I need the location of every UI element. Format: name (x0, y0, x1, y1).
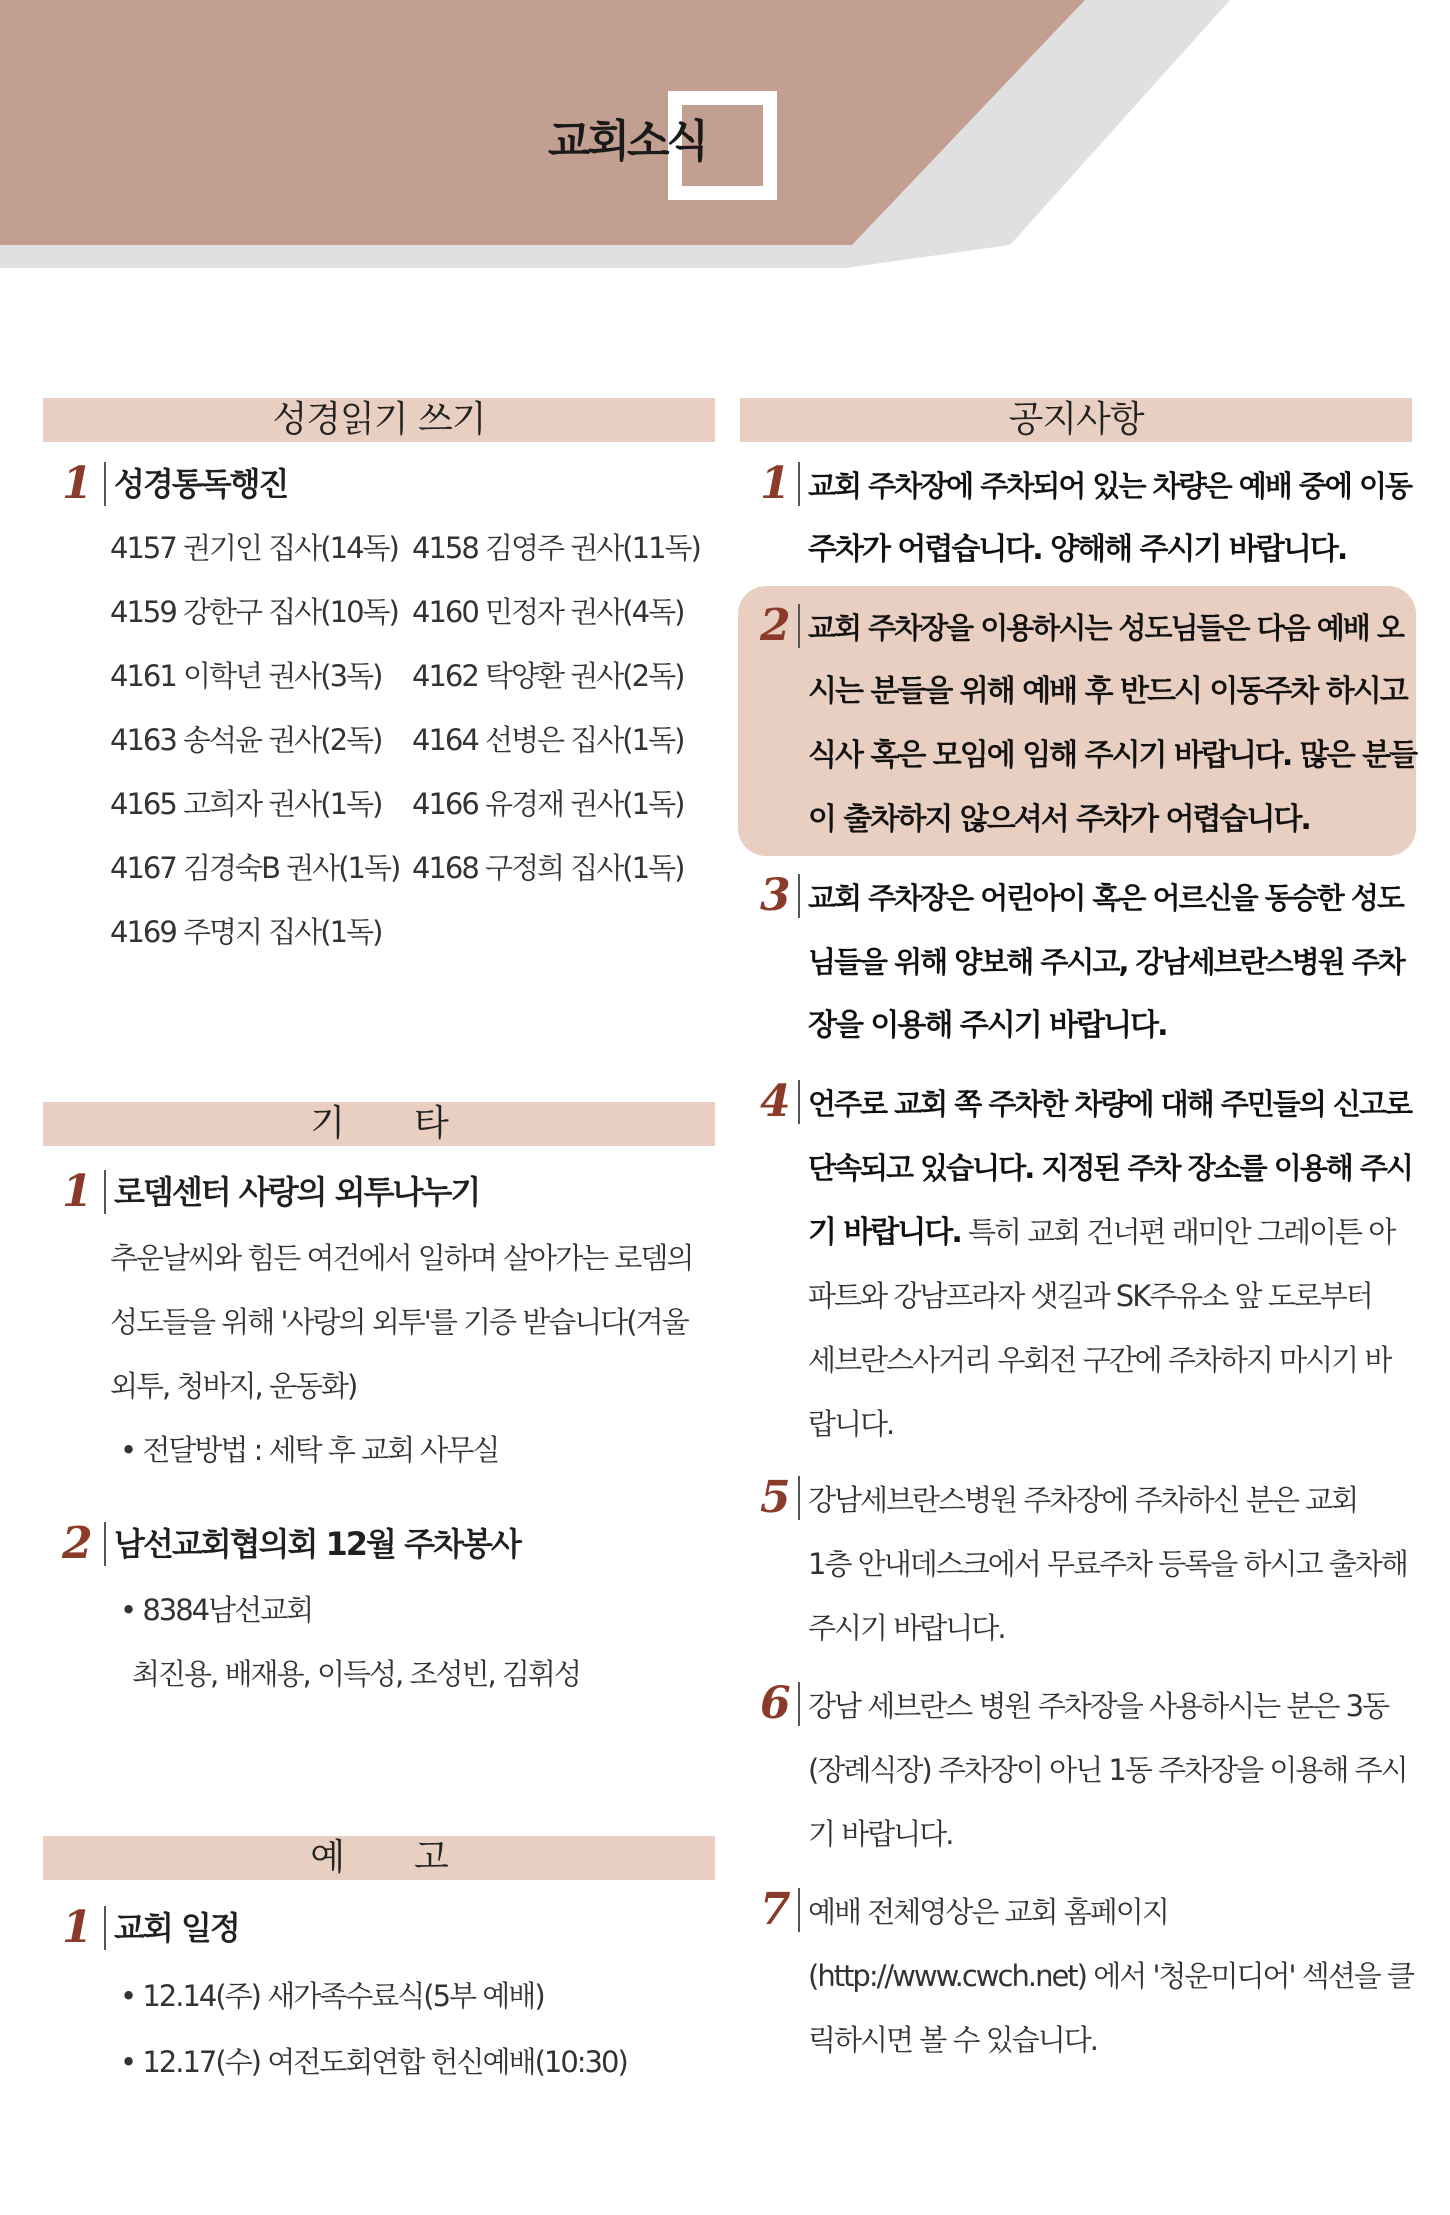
divider (798, 1888, 800, 1932)
notice-text: 교회 주차장을 이용하시는 성도님들은 다음 예배 오 (808, 611, 1403, 645)
notice-text: 장을 이용해 주시기 바랍니다. (808, 1008, 1167, 1043)
list-item: 4160 민정자 권사(4독) (412, 595, 684, 629)
notice-number: 5 (760, 1472, 791, 1523)
notice-number: 4 (760, 1076, 791, 1127)
notice-text: (장례식장) 주차장이 아닌 1동 주차장을 이용해 주시 (808, 1753, 1407, 1787)
notice-text: 1층 안내데스크에서 무료주차 등록을 하시고 출차해 (808, 1547, 1407, 1581)
bible-item-number: 1 (62, 458, 93, 509)
list-item: 4162 탁양환 권사(2독) (412, 659, 684, 693)
notice-text: 릭하시면 볼 수 있습니다. (808, 2023, 1098, 2057)
notice-number: 6 (760, 1678, 791, 1729)
notice-text: 주차가 어렵습니다. 양해해 주시기 바랍니다. (808, 532, 1347, 567)
section-bible-heading: 성경읽기 쓰기 (43, 398, 715, 442)
list-item: 4168 구정희 집사(1독) (412, 851, 684, 885)
preview-item-number: 1 (62, 1902, 93, 1953)
list-item: 4157 권기인 집사(14독) (110, 531, 398, 565)
notice-text: 파트와 강남프라자 샛길과 SK주유소 앞 도로부터 (808, 1279, 1372, 1313)
divider (104, 462, 106, 506)
notice-text: 랍니다. (808, 1407, 894, 1441)
etc-item1-bullet: • 전달방법 : 세탁 후 교회 사무실 (120, 1433, 499, 1467)
list-item: 4164 선병은 집사(1독) (412, 723, 684, 757)
divider (798, 462, 800, 506)
notice-text: 강남 세브란스 병원 주차장을 사용하시는 분은 3동 (808, 1689, 1389, 1723)
preview-bullet: • 12.14(주) 새가족수료식(5부 예배) (120, 1979, 544, 2013)
notice-text: 주시기 바랍니다. (808, 1611, 1005, 1645)
notice-text: 이 출차하지 않으셔서 주차가 어렵습니다. (808, 802, 1310, 837)
notice-number: 1 (760, 458, 791, 509)
list-item: 4167 김경숙B 권사(1독) (110, 851, 400, 885)
bible-item-title: 성경통독행진 (114, 465, 288, 503)
divider (798, 874, 800, 918)
etc-item1-text: 추운날씨와 힘든 여건에서 일하며 살아가는 로뎀의 (110, 1241, 693, 1275)
notice-text: 기 바랍니다. (808, 1817, 953, 1851)
divider (798, 604, 800, 648)
notice-text: 예배 전체영상은 교회 홈페이지 (808, 1895, 1168, 1929)
header-banner (0, 0, 1450, 270)
list-item: 4169 주명지 집사(1독) (110, 915, 382, 949)
page-title: 교회소식 (548, 116, 707, 167)
notice-text: (http://www.cwch.net) 에서 '청운미디어' 섹션을 클 (808, 1959, 1413, 1993)
notice-text: 단속되고 있습니다. 지정된 주차 장소를 이용해 주시 (808, 1151, 1412, 1185)
etc-item1-text: 성도들을 위해 '사랑의 외투'를 기증 받습니다(겨울 (110, 1305, 688, 1339)
preview-bullet: • 12.17(수) 여전도회연합 헌신예배(10:30) (120, 2045, 627, 2079)
notice-text: 세브란스사거리 우회전 구간에 주차하지 마시기 바 (808, 1343, 1391, 1377)
list-item: 4158 김영주 권사(11독) (412, 531, 700, 565)
notice-number: 3 (760, 870, 791, 921)
notice-text: 교회 주차장은 어린아이 혹은 어르신을 동승한 성도 (808, 881, 1403, 915)
divider (104, 1522, 106, 1566)
etc-item2-number: 2 (62, 1518, 93, 1569)
etc-item1-title: 로뎀센터 사랑의 외투나누기 (114, 1173, 480, 1211)
notice-text-mixed (808, 1200, 1394, 1269)
section-etc-heading: 기 타 (43, 1102, 715, 1146)
etc-item2-names: 최진용, 배재용, 이득성, 조성빈, 김휘성 (132, 1657, 580, 1691)
divider (104, 1906, 106, 1950)
notice-text: 기 바랍니다. (808, 1215, 961, 1250)
notice-number: 7 (760, 1884, 791, 1935)
notice-text: 언주로 교회 쪽 주차한 차량에 대해 주민들의 신고로 (808, 1087, 1411, 1121)
list-item: 4159 강한구 집사(10독) (110, 595, 398, 629)
section-preview-heading: 예 고 (43, 1836, 715, 1880)
notice-text: 교회 주차장에 주차되어 있는 차량은 예배 중에 이동 (808, 469, 1411, 503)
section-notice-heading: 공지사항 (740, 398, 1412, 442)
notice-text: 시는 분들을 위해 예배 후 반드시 이동주차 하시고 (808, 674, 1407, 709)
list-item: 4161 이학년 권사(3독) (110, 659, 382, 693)
etc-item1-number: 1 (62, 1166, 93, 1217)
list-item: 4166 유경재 권사(1독) (412, 787, 684, 821)
etc-item2-bullet: • 8384남선교회 (120, 1593, 313, 1627)
divider (104, 1170, 106, 1214)
divider (798, 1682, 800, 1726)
notice-text: 강남세브란스병원 주차장에 주차하신 분은 교회 (808, 1483, 1358, 1517)
notice-text: 님들을 위해 양보해 주시고, 강남세브란스병원 주차 (808, 945, 1404, 979)
list-item: 4163 송석윤 권사(2독) (110, 723, 382, 757)
notice-number: 2 (760, 600, 791, 651)
notice-text: 식사 혹은 모임에 임해 주시기 바랍니다. 많은 분들 (808, 738, 1417, 773)
divider (798, 1080, 800, 1124)
notice-text: 특히 교회 건너편 래미안 그레이튼 아 (960, 1215, 1395, 1249)
etc-item2-title: 남선교회협의회 12월 주차봉사 (114, 1525, 520, 1563)
preview-item-title: 교회 일정 (114, 1909, 239, 1947)
etc-item1-text: 외투, 청바지, 운동화) (110, 1369, 357, 1403)
divider (798, 1476, 800, 1520)
list-item: 4165 고희자 권사(1독) (110, 787, 382, 821)
